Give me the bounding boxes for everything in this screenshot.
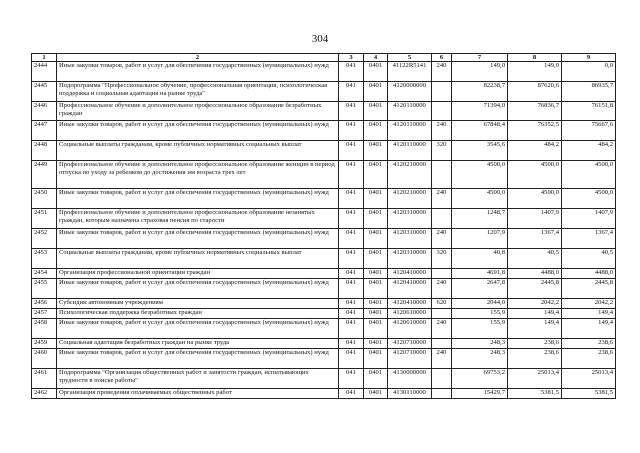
cell-value-7: 15429,7 — [452, 389, 508, 399]
cell-code-6 — [432, 339, 452, 349]
cell-value-8: 87620,6 — [508, 82, 562, 102]
cell-code-6 — [432, 389, 452, 399]
table-row — [32, 102, 616, 121]
column-header: 9 — [562, 54, 616, 62]
cell-code-6 — [432, 161, 452, 189]
row-name: Иные закупки товаров, работ и услуг для обеспечения государственных (муниципальных) нужд — [57, 189, 339, 209]
table-body — [32, 62, 616, 399]
row-name: Профессиональное обучение и дополнительное профессиональное образование незанятых граждан, которым назначена страховая пенсия по старости — [57, 209, 339, 229]
cell-code-3: 041 — [339, 209, 364, 229]
cell-value-9: 2042,2 — [562, 299, 616, 309]
cell-value-7: 2647,8 — [452, 279, 508, 299]
cell-value-8: 2042,2 — [508, 299, 562, 309]
cell-value-8: 149,0 — [508, 62, 562, 82]
row-name: Психологическая поддержка безработных граждан — [57, 309, 339, 319]
cell-value-7: 155,9 — [452, 319, 508, 339]
cell-code-5: 4120610000 — [388, 309, 432, 319]
cell-code-4: 0401 — [364, 279, 388, 299]
cell-code-4: 0401 — [364, 319, 388, 339]
cell-code-4: 0401 — [364, 209, 388, 229]
cell-code-4: 0401 — [364, 269, 388, 279]
row-number: 2445 — [32, 82, 57, 102]
cell-value-8: 1407,9 — [508, 209, 562, 229]
cell-code-6: 240 — [432, 229, 452, 249]
cell-value-8: 4488,0 — [508, 269, 562, 279]
column-header: 5 — [388, 54, 432, 62]
row-name: Социальная адаптация безработных граждан на рынке труда — [57, 339, 339, 349]
cell-code-6: 240 — [432, 349, 452, 369]
cell-code-5: 4120710000 — [388, 339, 432, 349]
cell-code-4: 0401 — [364, 229, 388, 249]
cell-value-8: 5381,5 — [508, 389, 562, 399]
table-row — [32, 189, 616, 209]
cell-value-9: 0,0 — [562, 62, 616, 82]
budget-table — [31, 53, 616, 399]
cell-code-3: 041 — [339, 269, 364, 279]
row-number: 2461 — [32, 369, 57, 389]
table-row — [32, 249, 616, 269]
cell-value-7: 71394,0 — [452, 102, 508, 121]
cell-code-5: 4120410000 — [388, 279, 432, 299]
row-number: 2450 — [32, 189, 57, 209]
cell-code-4: 0401 — [364, 189, 388, 209]
cell-value-9: 86935,7 — [562, 82, 616, 102]
cell-code-3: 041 — [339, 161, 364, 189]
cell-value-7: 1207,9 — [452, 229, 508, 249]
row-name: Субсидии автономным учреждениям — [57, 299, 339, 309]
cell-code-4: 0401 — [364, 141, 388, 161]
page-number: 304 — [311, 33, 329, 45]
cell-value-9: 4500,0 — [562, 189, 616, 209]
header-row — [32, 54, 616, 62]
table-row — [32, 209, 616, 229]
cell-value-7: 155,9 — [452, 309, 508, 319]
table-row — [32, 299, 616, 309]
cell-code-6: 240 — [432, 121, 452, 141]
cell-code-4: 0401 — [364, 249, 388, 269]
row-name: Подпрограмма "Профессиональное обучение, профессиональная ориентация, психологическая поддержка и социальная адаптация на рынке труда" — [57, 82, 339, 102]
cell-value-9: 238,6 — [562, 339, 616, 349]
cell-code-4: 0401 — [364, 82, 388, 102]
cell-value-8: 76836,7 — [508, 102, 562, 121]
cell-code-4: 0401 — [364, 102, 388, 121]
cell-code-6: 320 — [432, 249, 452, 269]
row-name: Социальные выплаты гражданам, кроме публичных нормативных социальных выплат — [57, 141, 339, 161]
column-header: 1 — [32, 54, 57, 62]
cell-code-4: 0401 — [364, 339, 388, 349]
row-number: 2446 — [32, 102, 57, 121]
cell-code-4: 0401 — [364, 309, 388, 319]
column-header: 7 — [452, 54, 508, 62]
cell-value-8: 2445,8 — [508, 279, 562, 299]
cell-value-9: 4500,0 — [562, 161, 616, 189]
cell-code-4: 0401 — [364, 121, 388, 141]
cell-code-5: 4130000000 — [388, 369, 432, 389]
cell-code-3: 041 — [339, 229, 364, 249]
cell-code-3: 041 — [339, 189, 364, 209]
row-number: 2454 — [32, 269, 57, 279]
cell-code-5: 4120110000 — [388, 141, 432, 161]
cell-value-8: 25013,4 — [508, 369, 562, 389]
cell-code-3: 041 — [339, 279, 364, 299]
row-number: 2456 — [32, 299, 57, 309]
cell-code-6 — [432, 82, 452, 102]
cell-value-8: 238,6 — [508, 349, 562, 369]
cell-code-6: 240 — [432, 279, 452, 299]
cell-value-7: 67848,4 — [452, 121, 508, 141]
cell-code-3: 041 — [339, 349, 364, 369]
cell-code-4: 0401 — [364, 299, 388, 309]
cell-code-5: 4120110000 — [388, 121, 432, 141]
row-name: Социальные выплаты гражданам, кроме публичных нормативных социальных выплат — [57, 249, 339, 269]
table-row — [32, 62, 616, 82]
row-number: 2453 — [32, 249, 57, 269]
cell-code-3: 041 — [339, 102, 364, 121]
table-row — [32, 279, 616, 299]
cell-code-5: 4120110000 — [388, 102, 432, 121]
table-row — [32, 269, 616, 279]
cell-code-3: 041 — [339, 121, 364, 141]
cell-value-8: 149,4 — [508, 309, 562, 319]
row-name: Иные закупки товаров, работ и услуг для обеспечения государственных (муниципальных) нужд — [57, 279, 339, 299]
cell-code-5: 4120000000 — [388, 82, 432, 102]
cell-value-7: 1248,7 — [452, 209, 508, 229]
table-row — [32, 141, 616, 161]
cell-value-7: 4500,0 — [452, 189, 508, 209]
table-row — [32, 82, 616, 102]
cell-code-4: 0401 — [364, 161, 388, 189]
row-name: Организация проведения оплачиваемых общественных работ — [57, 389, 339, 399]
cell-code-6: 320 — [432, 141, 452, 161]
cell-value-7: 248,3 — [452, 339, 508, 349]
cell-value-7: 2044,0 — [452, 299, 508, 309]
cell-value-9: 4488,0 — [562, 269, 616, 279]
cell-value-8: 40,5 — [508, 249, 562, 269]
row-number: 2455 — [32, 279, 57, 299]
cell-code-5: 4120310000 — [388, 249, 432, 269]
cell-code-3: 041 — [339, 141, 364, 161]
cell-code-5: 4120410000 — [388, 269, 432, 279]
table-row — [32, 161, 616, 189]
cell-code-6 — [432, 369, 452, 389]
row-name: Подпрограмма "Организация общественных работ и занятости граждан, испытывающих трудности в поиске работы" — [57, 369, 339, 389]
row-number: 2451 — [32, 209, 57, 229]
cell-code-5: 4120210000 — [388, 189, 432, 209]
row-number: 2460 — [32, 349, 57, 369]
cell-value-9: 75667,6 — [562, 121, 616, 141]
row-name: Иные закупки товаров, работ и услуг для обеспечения государственных (муниципальных) нужд — [57, 349, 339, 369]
row-name: Иные закупки товаров, работ и услуг для обеспечения государственных (муниципальных) нужд — [57, 229, 339, 249]
cell-value-8: 4500,0 — [508, 161, 562, 189]
cell-value-9: 1367,4 — [562, 229, 616, 249]
row-number: 2458 — [32, 319, 57, 339]
cell-code-5: 4120710000 — [388, 349, 432, 369]
row-name: Профессиональное обучение и дополнительное профессиональное образование безработных граждан — [57, 102, 339, 121]
row-number: 2449 — [32, 161, 57, 189]
cell-code-4: 0401 — [364, 62, 388, 82]
cell-code-5: 4130110000 — [388, 389, 432, 399]
cell-value-9: 484,2 — [562, 141, 616, 161]
cell-value-7: 4500,0 — [452, 161, 508, 189]
cell-value-9: 149,4 — [562, 309, 616, 319]
cell-value-8: 4500,0 — [508, 189, 562, 209]
cell-value-9: 1407,9 — [562, 209, 616, 229]
row-number: 2448 — [32, 141, 57, 161]
cell-value-7: 149,0 — [452, 62, 508, 82]
cell-code-6 — [432, 209, 452, 229]
cell-code-3: 041 — [339, 82, 364, 102]
cell-code-6: 620 — [432, 299, 452, 309]
cell-code-3: 041 — [339, 249, 364, 269]
row-number: 2452 — [32, 229, 57, 249]
cell-value-7: 3545,6 — [452, 141, 508, 161]
cell-code-3: 041 — [339, 369, 364, 389]
cell-value-9: 25013,4 — [562, 369, 616, 389]
table-row — [32, 339, 616, 349]
table-row — [32, 389, 616, 399]
cell-code-6: 240 — [432, 319, 452, 339]
cell-value-9: 76151,8 — [562, 102, 616, 121]
cell-code-3: 041 — [339, 309, 364, 319]
cell-code-6: 240 — [432, 189, 452, 209]
cell-value-9: 238,6 — [562, 349, 616, 369]
row-number: 2444 — [32, 62, 57, 82]
cell-code-3: 041 — [339, 319, 364, 339]
cell-value-8: 484,2 — [508, 141, 562, 161]
cell-value-7: 69753,2 — [452, 369, 508, 389]
cell-code-3: 041 — [339, 339, 364, 349]
cell-code-5: 4120610000 — [388, 319, 432, 339]
row-name: Иные закупки товаров, работ и услуг для обеспечения государственных (муниципальных) нужд — [57, 319, 339, 339]
cell-code-5: 4120410000 — [388, 299, 432, 309]
cell-code-5: 4120210000 — [388, 161, 432, 189]
cell-value-9: 2445,8 — [562, 279, 616, 299]
table-row — [32, 319, 616, 339]
cell-value-7: 82238,7 — [452, 82, 508, 102]
column-header: 6 — [432, 54, 452, 62]
cell-code-6: 240 — [432, 62, 452, 82]
row-name: Организация профессиональной ориентации граждан — [57, 269, 339, 279]
row-name: Иные закупки товаров, работ и услуг для обеспечения государственных (муниципальных) нужд — [57, 121, 339, 141]
column-header: 3 — [339, 54, 364, 62]
cell-value-7: 4691,8 — [452, 269, 508, 279]
table-row — [32, 309, 616, 319]
table-row — [32, 229, 616, 249]
cell-value-8: 149,4 — [508, 319, 562, 339]
row-number: 2459 — [32, 339, 57, 349]
row-number: 2462 — [32, 389, 57, 399]
table-row — [32, 121, 616, 141]
cell-value-9: 5381,5 — [562, 389, 616, 399]
row-number: 2457 — [32, 309, 57, 319]
cell-code-3: 041 — [339, 389, 364, 399]
cell-code-3: 041 — [339, 299, 364, 309]
cell-value-7: 248,3 — [452, 349, 508, 369]
cell-code-5: 4120310000 — [388, 229, 432, 249]
cell-code-5: 41122R5141 — [388, 62, 432, 82]
cell-value-8: 76352,5 — [508, 121, 562, 141]
row-name: Профессиональное обучение и дополнительное профессиональное образование женщин в период отпуска по уходу за ребенком до достижения им возраста трех лет — [57, 161, 339, 189]
cell-code-4: 0401 — [364, 369, 388, 389]
cell-code-6 — [432, 102, 452, 121]
cell-value-8: 238,6 — [508, 339, 562, 349]
cell-value-9: 149,4 — [562, 319, 616, 339]
cell-value-8: 1367,4 — [508, 229, 562, 249]
cell-code-5: 4120310000 — [388, 209, 432, 229]
column-header: 2 — [57, 54, 339, 62]
cell-code-3: 041 — [339, 62, 364, 82]
cell-code-4: 0401 — [364, 389, 388, 399]
column-header: 4 — [364, 54, 388, 62]
row-number: 2447 — [32, 121, 57, 141]
cell-value-9: 40,5 — [562, 249, 616, 269]
table-row — [32, 349, 616, 369]
cell-code-6 — [432, 309, 452, 319]
cell-code-4: 0401 — [364, 349, 388, 369]
cell-value-7: 40,8 — [452, 249, 508, 269]
table-row — [32, 369, 616, 389]
column-header: 8 — [508, 54, 562, 62]
row-name: Иные закупки товаров, работ и услуг для обеспечения государственных (муниципальных) нужд — [57, 62, 339, 82]
cell-code-6 — [432, 269, 452, 279]
